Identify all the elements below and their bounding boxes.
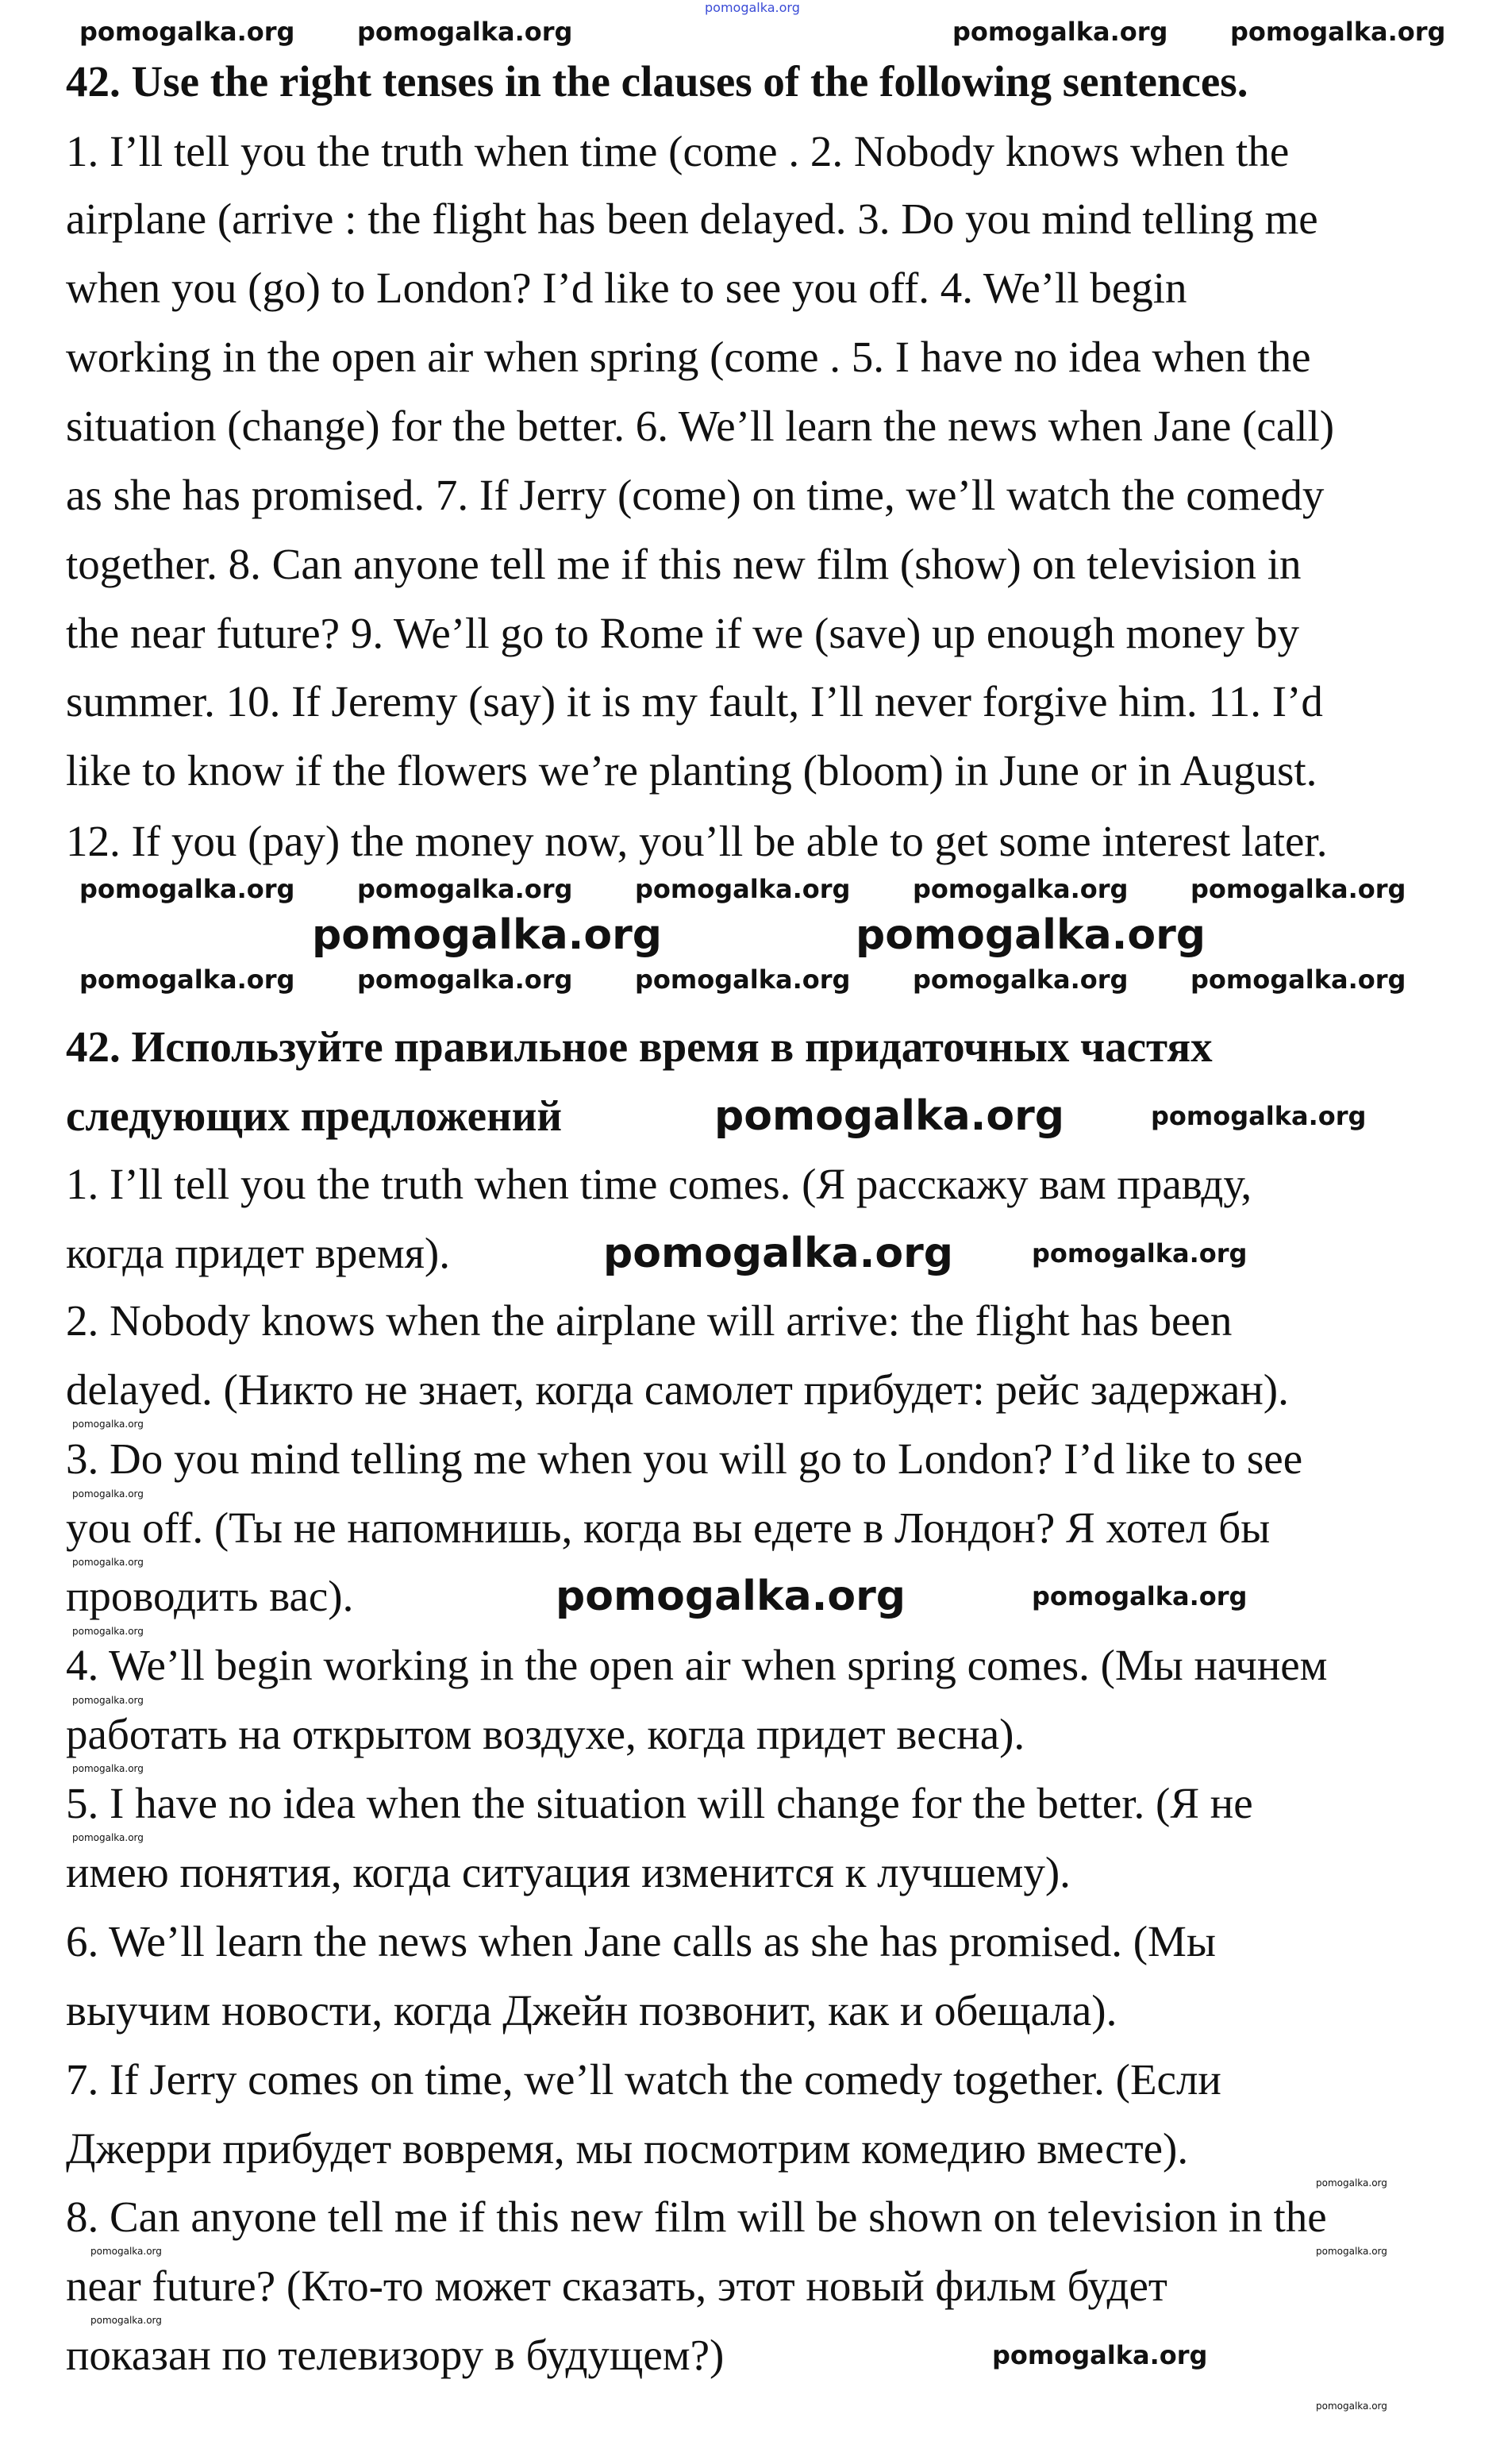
watermark: pomogalka.org [603,1230,954,1277]
answer-line: когда придет время). [66,1229,450,1277]
exercise-line: the near future? 9. We’ll go to Rome if we (save) up enough money by [66,609,1299,657]
watermark: pomogalka.org [856,911,1206,959]
answer-title: следующих предложений [66,1091,563,1140]
answer-line: 3. Do you mind telling me when you will go to London? I’d like to see [66,1434,1303,1483]
answer-line: 1. I’ll tell you the truth when time comes. (Я расскажу вам правду, [66,1160,1252,1208]
watermark: pomogalka.org [72,1763,144,1774]
answer-line: выучим новости, когда Джейн позвонит, как и обещала). [66,1986,1117,2035]
exercise-line: together. 8. Can anyone tell me if this new film (show) on television in [66,540,1302,588]
watermark: pomogalka.org [90,2315,162,2326]
exercise-line: as she has promised. 7. If Jerry (come) on time, we’ll watch the comedy [66,471,1325,519]
watermark: pomogalka.org [635,874,851,904]
watermark: pomogalka.org [714,1092,1065,1140]
answer-line: 8. Can anyone tell me if this new film will be shown on television in the [66,2193,1327,2241]
watermark: pomogalka.org [79,964,295,995]
answer-line: Джерри прибудет вовремя, мы посмотрим комедию вместе). [66,2124,1189,2173]
watermark: pomogalka.org [357,874,573,904]
watermark: pomogalka.org [357,964,573,995]
watermark: pomogalka.org [312,911,663,959]
watermark: pomogalka.org [90,2246,162,2257]
exercise-line: when you (go) to London? I’d like to see you off. 4. We’ll begin [66,264,1187,312]
answer-line: 7. If Jerry comes on time, we’ll watch the comedy together. (Если [66,2055,1221,2104]
exercise-line: like to know if the flowers we’re planting (bloom) in June or in August. [66,746,1317,795]
watermark: pomogalka.org [72,1832,144,1843]
watermark: pomogalka.org [913,964,1129,995]
watermark: pomogalka.org [913,874,1129,904]
exercise-line: airplane (arrive : the flight has been delayed. 3. Do you mind telling me [66,194,1318,243]
answer-line: проводить вас). [66,1572,354,1620]
watermark: pomogalka.org [72,1626,144,1637]
answer-line: you off. (Ты не напомнишь, когда вы едете в Лондон? Я хотел бы [66,1503,1271,1552]
watermark: pomogalka.org [635,964,851,995]
watermark: pomogalka.org [556,1573,906,1620]
answer-line: 4. We’ll begin working in the open air when spring comes. (Мы начнем [66,1641,1328,1689]
watermark: pomogalka.org [1230,17,1446,47]
exercise-line: 1. I’ll tell you the truth when time (come . 2. Nobody knows when the [66,127,1290,175]
watermark: pomogalka.org [1032,1581,1248,1611]
watermark: pomogalka.org [1316,2177,1387,2189]
exercise-line: summer. 10. If Jeremy (say) it is my fault, I’ll never forgive him. 11. I’d [66,677,1323,726]
watermark: pomogalka.org [705,0,800,15]
watermark: pomogalka.org [952,17,1168,47]
watermark: pomogalka.org [1316,2246,1387,2257]
answer-title: 42. Используйте правильное время в придаточных частях [66,1022,1213,1071]
exercise-line: 12. If you (pay) the money now, you’ll be able to get some interest later. [66,817,1328,865]
watermark: pomogalka.org [72,1557,144,1568]
watermark: pomogalka.org [1316,2400,1387,2412]
watermark: pomogalka.org [357,17,573,47]
exercise-line: working in the open air when spring (come . 5. I have no idea when the [66,333,1311,381]
watermark: pomogalka.org [1151,1101,1367,1131]
watermark: pomogalka.org [72,1695,144,1706]
answer-line: работать на открытом воздухе, когда придет весна). [66,1710,1025,1758]
watermark: pomogalka.org [79,874,295,904]
watermark: pomogalka.org [992,2340,1208,2370]
watermark: pomogalka.org [1032,1238,1248,1269]
answer-line: near future? (Кто-то может сказать, этот новый фильм будет [66,2262,1167,2310]
exercise-title: 42. Use the right tenses in the clauses of the following sentences. [66,57,1248,106]
watermark: pomogalka.org [72,1488,144,1500]
watermark: pomogalka.org [72,1419,144,1430]
exercise-line: situation (change) for the better. 6. We’ll learn the news when Jane (call) [66,402,1335,450]
watermark: pomogalka.org [79,17,295,47]
answer-line: 2. Nobody knows when the airplane will arrive: the flight has been [66,1296,1233,1345]
watermark: pomogalka.org [1191,874,1406,904]
answer-line: имею понятия, когда ситуация изменится к лучшему). [66,1848,1071,1896]
answer-line: delayed. (Никто не знает, когда самолет прибудет: рейс задержан). [66,1365,1289,1414]
answer-line: 6. We’ll learn the news when Jane calls as she has promised. (Мы [66,1917,1216,1965]
answer-line: 5. I have no idea when the situation will change for the better. (Я не [66,1779,1253,1827]
watermark: pomogalka.org [1191,964,1406,995]
answer-line: показан по телевизору в будущем?) [66,2331,725,2379]
